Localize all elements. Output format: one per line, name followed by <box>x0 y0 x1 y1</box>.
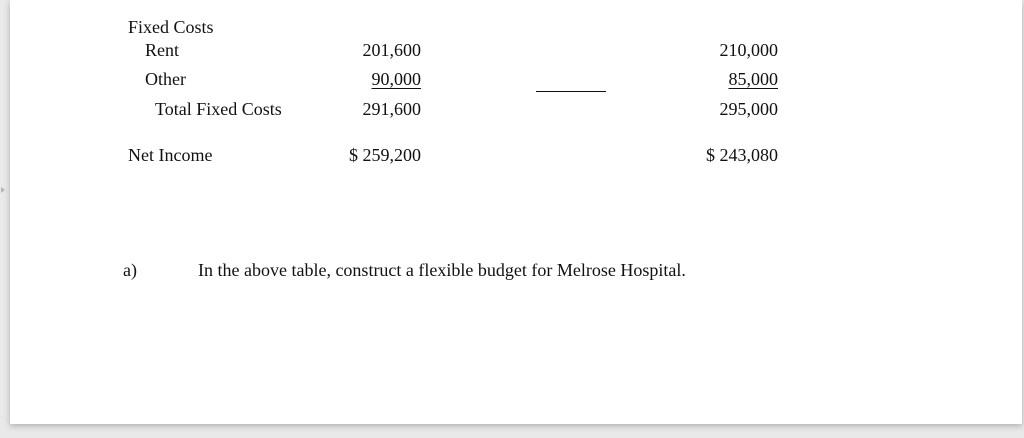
other-col3-value: 85,000 <box>728 69 778 89</box>
question-marker: a) <box>123 260 137 280</box>
margin-arrow-icon <box>1 187 5 193</box>
net-income-col1-value: $ 259,200 <box>349 145 421 165</box>
net-income-col3-value: $ 243,080 <box>706 145 778 165</box>
rent-label: Rent <box>145 40 179 60</box>
question-text: In the above table, construct a flexible budget for Melrose Hospital. <box>198 260 686 280</box>
other-label: Other <box>145 69 186 89</box>
total-fixed-costs-label: Total Fixed Costs <box>155 99 282 119</box>
net-income-label: Net Income <box>128 145 213 165</box>
total-fixed-costs-col1-value: 291,600 <box>362 99 421 119</box>
rent-col1-value: 201,600 <box>362 40 421 60</box>
total-fixed-costs-col3-value: 295,000 <box>719 99 778 119</box>
blank-entry-line <box>536 91 606 92</box>
other-col1-value: 90,000 <box>371 69 421 89</box>
fixed-costs-heading: Fixed Costs <box>128 17 214 37</box>
rent-col3-value: 210,000 <box>719 40 778 60</box>
document-page <box>10 0 1022 424</box>
